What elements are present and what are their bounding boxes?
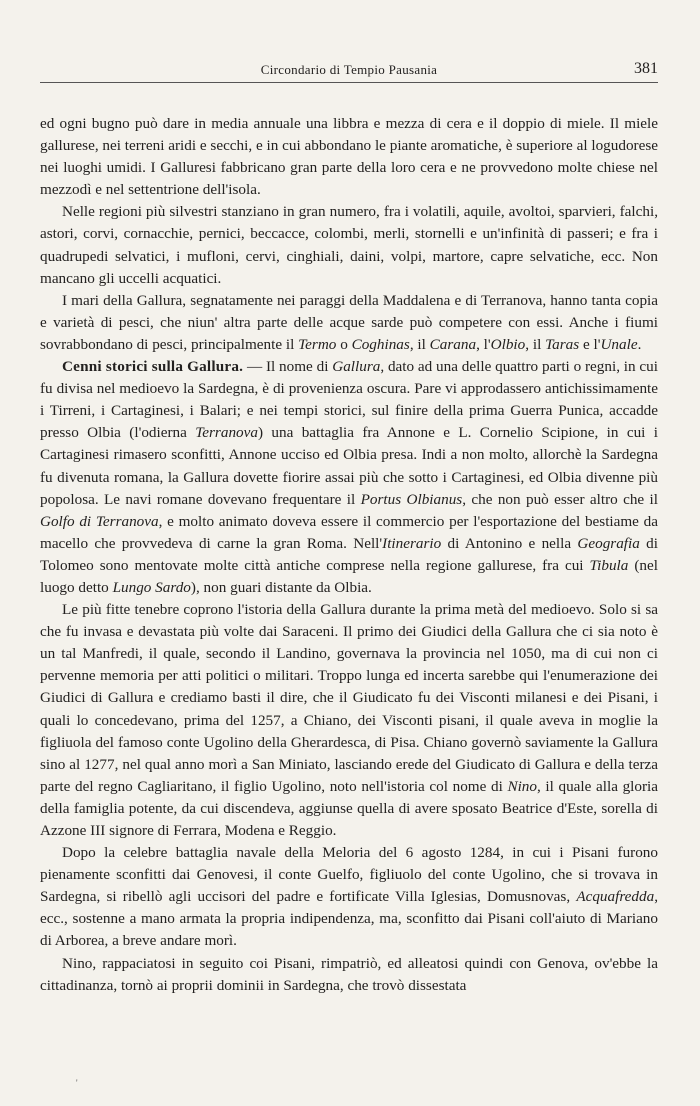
body-text <box>40 113 658 997</box>
text-run: ) una battaglia fra Annone e L. Cornelio Scipione, in cui i Cartaginesi rimasero sconfitti, Annone ucciso ed Olbia presa. Indi a non molto, allorchè la Sardegna fu divenuta romana, la Gallura dovette fiorire assai più che sotto i Cartaginesi, ed Olbia divenne più popolosa. Le navi romane dovevano frequentare il <box>40 424 658 508</box>
river-name: Coghinas <box>351 335 410 353</box>
italic-term: Gallura <box>332 358 381 376</box>
italic-term: Lungo Sardo <box>112 578 191 596</box>
text-run: , e molto animato doveva essere il commercio per l'esportazione del bestiame da macello che provvedeva di carne la gran Roma. Nell' <box>40 512 658 552</box>
section-heading: Cenni storici sulla Gallura. <box>62 358 244 376</box>
text-run: di Tolomeo sono mentovate molte città antiche comprese nella regione gallurese, fra cui <box>40 534 658 574</box>
text-run: ), non guari distante da Olbia. <box>190 578 372 596</box>
text-run: o <box>336 335 352 353</box>
italic-term: Acquafredda <box>576 888 655 906</box>
text-run: , il <box>409 335 430 353</box>
italic-term: Geografia <box>577 534 640 552</box>
italic-term: Tibula <box>589 556 629 574</box>
footer-mark: ' <box>76 1078 78 1088</box>
italic-term: Nino <box>507 777 537 795</box>
text-run: I mari della Gallura, segnatamente nei paraggi della Maddalena e di Terranova, hanno tanta copia e varietà di pesci, che niun' altra parte delle acque sarde può competere con essi. Anche i fiumi sovrabbondano di pesci, principalmente il <box>40 291 658 353</box>
river-name: Unale <box>600 335 638 353</box>
page-header <box>40 60 658 83</box>
paragraph-honey: ed ogni bugno può dare in media annuale una libbra e mezza di cera e il doppio di miele. Il miele gallurese, nei terreni aridi e secchi, e in cui abbondano le piante aromatiche, è superiore al logudorese nei luoghi umidi. I Galluresi fabbricano gran parte della loro cera e ne provvedono molte chiese nel mezzodì e nel settentrione dell'isola. <box>40 115 658 199</box>
text-run: — Il nome di <box>243 358 333 376</box>
italic-term: Golfo di Terranova <box>40 512 159 530</box>
text-run: . <box>637 335 642 353</box>
text-run: , l' <box>476 335 491 353</box>
paragraph-fauna: Nelle regioni più silvestri stanziano in gran numero, fra i volatili, aquile, avoltoi, sparvieri, falchi, astori, corvi, cornacchie, pernici, beccacce, colombi, merli, stornelli e un'infinità di passeri; e fra i quadrupedi selvatici, i mufloni, cervi, cinghiali, daini, volpi, martore, capre selvatiche, ecc. Non mancano gli uccelli acquatici. <box>40 203 658 287</box>
text-run: , che non può esser altro che il <box>462 490 658 508</box>
text-run: Dopo la celebre battaglia navale della Meloria del 6 agosto 1284, in cui i Pisani furono pienamente sconfitti dai Genovesi, il conte Guelfo, figliuolo del conte Ugolino, che si trovava in Sardegna, si ribellò agli uccisori del padre e fortificate Villa Iglesias, Domusnovas, <box>40 844 658 906</box>
paragraph-meloria <box>40 842 658 952</box>
running-title: Circondario di Tempio Pausania <box>260 62 438 77</box>
paragraph-history <box>40 356 658 599</box>
text-run: Le più fitte tenebre coprono l'istoria della Gallura durante la prima metà del medioevo. Solo si sa che fu invasa e devastata più volte dai Saraceni. Il primo dei Giudici della Gallura che ci sia noto è un tal Manfredi, il quale, secondo il Landino, governava la provincia nel 1050, ma di cui non ci pervenne memoria per atti politici o militari. Troppo lunga ed incerta sarebbe qui l'enumerazione dei Giudici di Gallura e crediamo basti il dire, che il Giudicato fu dei Visconti milanesi e dei Pisani, i quali lo concedevano, prima del 1257, a Chiano, dei Visconti pisani, il quale aveva in moglie la figliuola del famoso conte Ugolino della Gherardesca, di Pisa. Chiano governò saviamente la Gallura sino al 1277, nel qual anno morì a San Miniato, lasciando erede del Giudicato di Gallura e della terza parte del regno Cagliaritano, il figlio Ugolino, noto nell'istoria col nome di <box>40 601 658 795</box>
text-run: , dato ad una delle quattro parti o regni, in cui fu divisa nel medioevo la Sardegna, è di provenienza oscura. Pare vi approdassero antichissimamente i Tirreni, i Cartaginesi, i Balari; e nei tempi storici, sul finire della prima Guerra Punica, accadde presso Olbia (l'odierna <box>40 358 658 442</box>
italic-term: Portus Olbianus <box>360 490 463 508</box>
paragraph-nino: Nino, rappaciatosi in seguito coi Pisani, rimpatriò, ed alleatosi quindi con Genova, ov'ebbe la cittadinanza, tornò ai proprii dominii in Sardegna, che trovò dissestata <box>40 954 658 994</box>
italic-term: Terranova <box>195 424 258 442</box>
paragraph-medieval <box>40 599 658 842</box>
text-run: , il quale alla gloria della famiglia potente, da cui discendeva, aggiunse quella di avere sposato Beatrice d'Este, sorella di Azzone III signore di Ferrara, Modena e Reggio. <box>40 777 658 839</box>
page-number: 381 <box>634 60 658 77</box>
text-run: di Antonino e nella <box>441 534 578 552</box>
river-name: Carana <box>429 335 477 353</box>
text-run: , ecc., sostenne a mano armata la propria indipendenza, ma, sconfitto dai Pisani coll'aiuto di Mariano di Arborea, a breve andare morì. <box>40 888 658 950</box>
paragraph-fish <box>40 290 658 356</box>
river-name: Taras <box>545 335 580 353</box>
italic-term: Itinerario <box>382 534 442 552</box>
text-run: , il <box>525 335 546 353</box>
text-run: (nel luogo detto <box>40 556 658 596</box>
river-name: Termo <box>298 335 337 353</box>
river-name: Olbio <box>490 335 526 353</box>
text-run: e l' <box>579 335 601 353</box>
